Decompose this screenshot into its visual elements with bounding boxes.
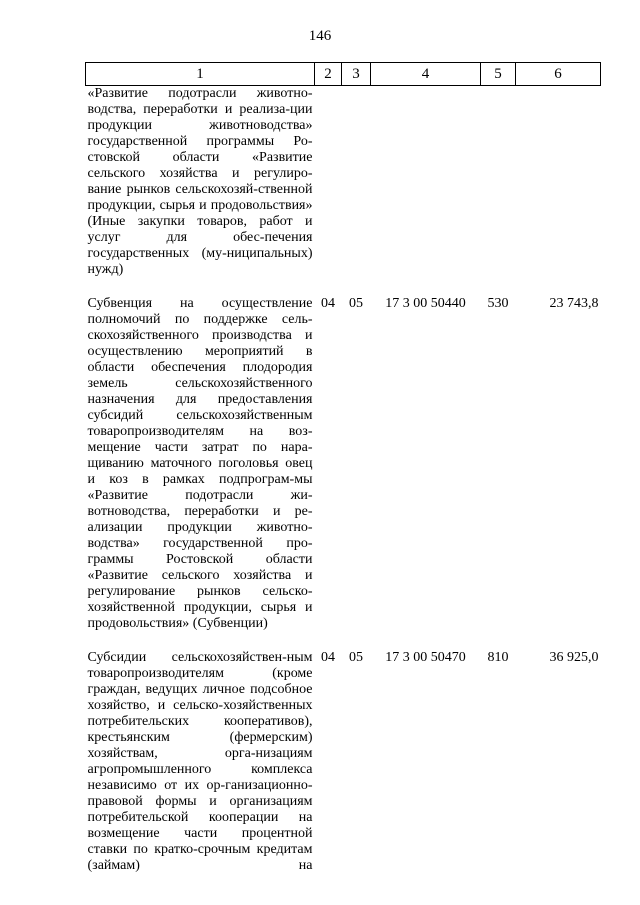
row-expense-type: 810	[487, 650, 509, 665]
table-header-row	[86, 63, 601, 86]
row-amount: 36 925,0	[549, 650, 599, 665]
row-subsection-code: 05	[349, 650, 363, 665]
row-description: Субсидии сельскохозяйствен-ным товаропроизводителям (кроме граждан, ведущих личное подсобное хозяйство, и сельско-хозяйственных потребительских кооперативов), крестьянским (фермерским) хозяйствам, орга-низациям агропромышленного комплекса независимо от их ор-ганизационно-правовой формы и организациям потребительской кооперации на возмещение части процентной ставки по кратко-срочным кредитам (займам) на	[87, 650, 313, 873]
column-header-4: 4	[371, 63, 481, 86]
row-expense-type	[481, 86, 516, 297]
row-amount	[516, 86, 601, 297]
row-expense-type: 530	[487, 296, 509, 311]
row-subsection-code: 05	[349, 296, 363, 311]
row-target-article: 17 3 00 50440	[385, 296, 466, 311]
row-subsection-code	[342, 86, 371, 297]
row-section-code	[315, 86, 342, 297]
table-row	[86, 650, 601, 892]
row-section-code: 04	[321, 296, 335, 311]
row-section-code: 04	[321, 650, 335, 665]
page-number: 146	[308, 28, 332, 44]
column-header-6: 6	[516, 63, 601, 86]
table-row	[86, 86, 601, 297]
row-target-article: 17 3 00 50470	[385, 650, 466, 665]
row-description: «Развитие подотрасли животно-водства, переработки и реализа-ции продукции животноводства» государственной программы Ро-стовской области «Развитие сельского хозяйства и регулиро-вание рынков сельскохозяй-ственной продукции, сырья и продовольствия» (Иные закупки товаров, работ и услуг для обес-печения государственных (му-ниципальных) нужд)	[87, 86, 313, 277]
column-header-3: 3	[342, 63, 371, 86]
row-amount: 23 743,8	[549, 296, 599, 311]
column-header-5: 5	[481, 63, 516, 86]
column-header-1: 1	[86, 63, 315, 86]
column-header-2: 2	[315, 63, 342, 86]
budget-table	[85, 62, 601, 892]
table-row	[86, 296, 601, 650]
row-description: Субвенция на осуществление полномочий по поддержке сель-скохозяйственного производства и осуществлению мероприятий в области обеспечения плодородия земель сельскохозяйственного назначения для предоставления субсидий сельскохозяйственным товаропроизводителям на воз-мещение части затрат по нара-щиванию маточного поголовья овец и коз в рамках подпрограм-мы «Развитие подотрасли жи-вотноводства, переработки и ре-ализации продукции животно-водства» государственной про-граммы Ростовской области «Развитие сельского хозяйства и регулирование рынков сельско-хозяйственной продукции, сырья и продовольствия» (Субвенции)	[87, 296, 313, 631]
row-target-article	[371, 86, 481, 297]
